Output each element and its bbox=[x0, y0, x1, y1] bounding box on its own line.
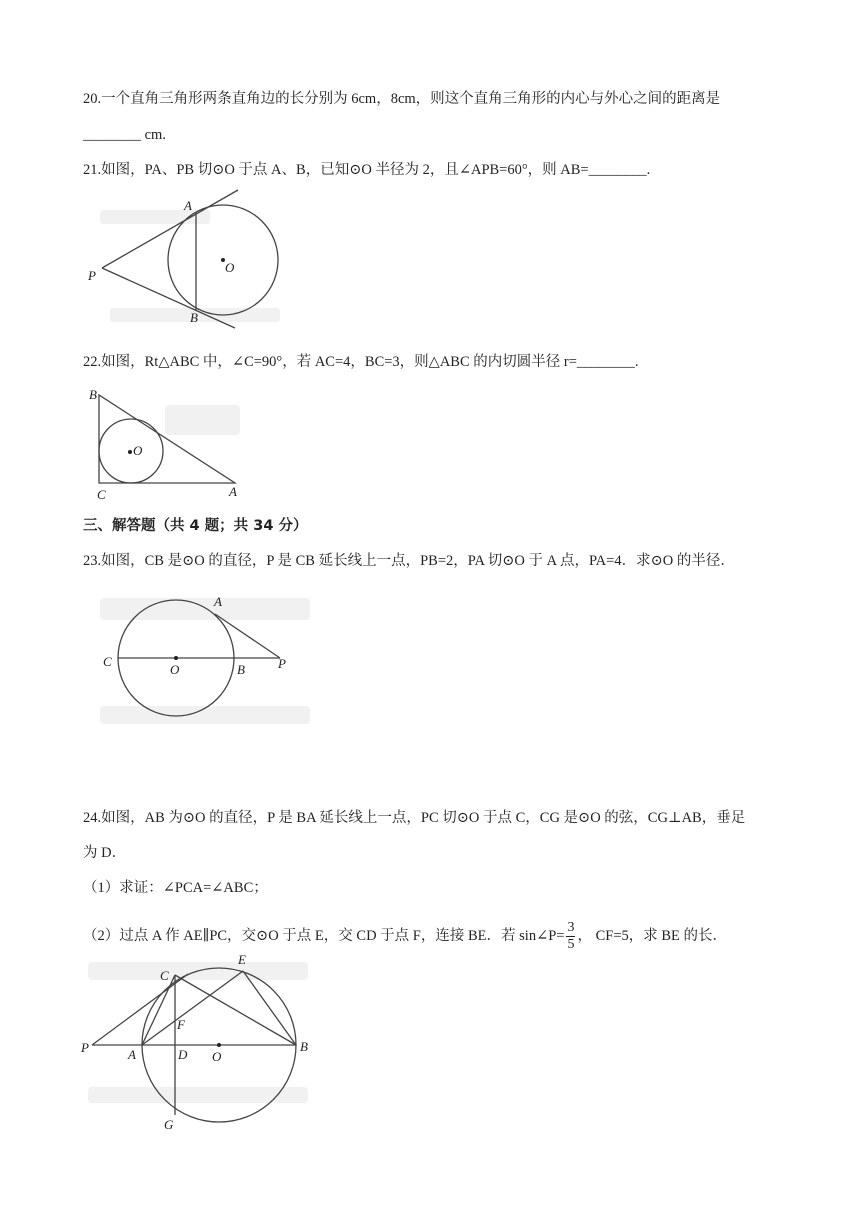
q23-label-b: B bbox=[237, 662, 245, 677]
q22-label-c: C bbox=[97, 487, 106, 502]
q24-center-dot bbox=[217, 1043, 221, 1047]
q24-line-ca bbox=[142, 975, 175, 1045]
q24-part2-b: ， CF=5，求 BE 的长． bbox=[577, 927, 728, 944]
q24-part2-a: （2）过点 A 作 AE∥PC，交⊙O 于点 E，交 CD 于点 F，连接 BE．若 sin∠P= bbox=[83, 927, 565, 944]
q23-label-c: C bbox=[103, 654, 112, 669]
q23-label-a: A bbox=[214, 594, 222, 609]
q24-label-g: G bbox=[164, 1117, 174, 1132]
q21-tangent-pa bbox=[102, 190, 238, 268]
q21-label-a: A bbox=[184, 198, 192, 213]
q20-line1: 20.一个直角三角形两条直角边的长分别为 6cm，8cm，则这个直角三角形的内心与外心之间的距离是 bbox=[83, 91, 721, 107]
q22-label-a: A bbox=[229, 484, 237, 499]
q24-part2 bbox=[83, 920, 727, 953]
section3-heading: 三、解答题（共 4 题；共 34 分） bbox=[83, 518, 308, 534]
q24-fraction bbox=[566, 920, 575, 953]
q24-line2: 为 D． bbox=[83, 845, 127, 861]
q23-text: 23.如图，CB 是⊙O 的直径，P 是 CB 延长线上一点，PB=2，PA 切⊙O 于 A 点，PA=4．求⊙O 的半径． bbox=[83, 553, 735, 569]
q21-label-p: P bbox=[88, 268, 96, 283]
q24-fraction-den: 5 bbox=[567, 937, 575, 952]
q22-label-o: O bbox=[133, 443, 143, 458]
q22-center-dot bbox=[128, 450, 132, 454]
q23-center-dot bbox=[174, 656, 178, 660]
q24-line-eb bbox=[243, 971, 296, 1045]
q24-fraction-num: 3 bbox=[567, 920, 575, 935]
q21-label-b: B bbox=[190, 310, 198, 325]
q23-tangent-pa bbox=[215, 614, 280, 658]
q22-watermark bbox=[165, 405, 240, 435]
q23-figure bbox=[95, 588, 325, 738]
q24-label-c: C bbox=[160, 968, 169, 983]
q24-line-ae bbox=[142, 971, 243, 1045]
q24-part1: （1）求证：∠PCA=∠ABC； bbox=[83, 880, 268, 896]
q24-figure bbox=[78, 952, 328, 1132]
q23-label-p: P bbox=[278, 656, 286, 671]
q24-label-b: B bbox=[300, 1039, 308, 1054]
q24-label-o: O bbox=[212, 1049, 222, 1064]
q24-tangent-pc bbox=[92, 974, 188, 1045]
q22-label-b: B bbox=[89, 387, 97, 402]
q21-figure bbox=[80, 190, 300, 340]
q20-line2: ________ cm. bbox=[83, 127, 166, 143]
q21-label-o: O bbox=[225, 260, 235, 275]
q21-text: 21.如图，PA、PB 切⊙O 于点 A、B，已知⊙O 半径为 2，且∠APB=60°，则 AB=________. bbox=[83, 162, 651, 178]
q24-label-f: F bbox=[177, 1017, 185, 1032]
q24-label-d: D bbox=[178, 1047, 188, 1062]
q22-figure bbox=[85, 385, 255, 505]
q24-label-e: E bbox=[238, 952, 246, 967]
q24-label-p: P bbox=[81, 1040, 89, 1055]
q22-text: 22.如图，Rt△ABC 中，∠C=90°，若 AC=4，BC=3，则△ABC 的内切圆半径 r=________. bbox=[83, 354, 639, 370]
q23-label-o: O bbox=[170, 662, 180, 677]
q21-watermark bbox=[100, 210, 280, 322]
q24-line1: 24.如图，AB 为⊙O 的直径，P 是 BA 延长线上一点，PC 切⊙O 于点 C，CG 是⊙O 的弦，CG⊥AB，垂足 bbox=[83, 810, 746, 826]
q24-label-a: A bbox=[128, 1047, 136, 1062]
q24-line-cb bbox=[175, 975, 296, 1045]
